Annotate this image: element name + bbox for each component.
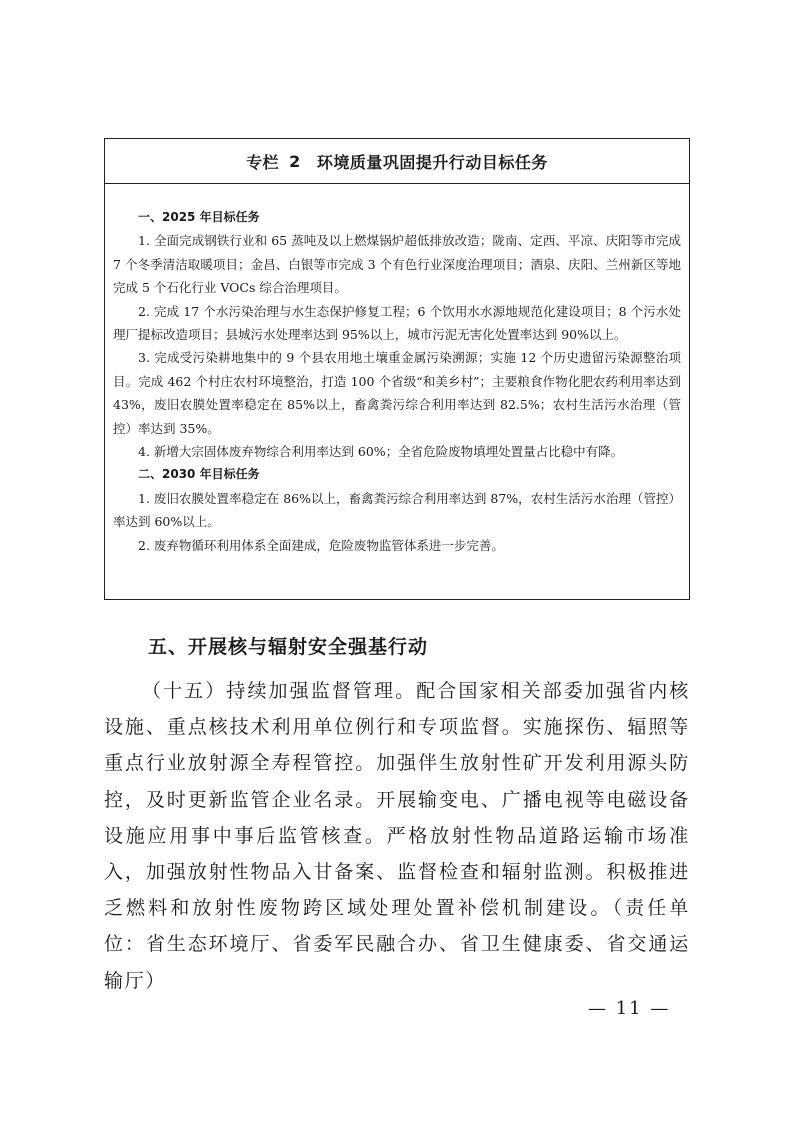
feature-box-title-prefix: 专栏	[246, 152, 280, 172]
section-heading-2030: 二、2030 年目标任务	[138, 467, 260, 482]
feature-box-title-text: 环境质量巩固提升行动目标任务	[316, 152, 548, 172]
page-number: — 11 —	[588, 998, 671, 1019]
list-item: 3. 完成受污染耕地集中的 9 个县农用地土壤重金属污染溯源；实施 12 个历史遗留污染源整治项目。完成 462 个村庄农村环境整治，打造 100 个省级“和美乡村”；主要粮食作物化肥农药利用率达到 43%，废旧农膜处置率稳定在 85%以上，畜禽粪污综合利用率达到 82.5%；农村生活污水治理（管控）率达到 35%。	[113, 350, 681, 436]
section-heading: 五、开展核与辐射安全强基行动	[148, 636, 429, 658]
list-item: 1. 全面完成钢铁行业和 65 蒸吨及以上燃煤锅炉超低排放改造；陇南、定西、平凉、庆阳等市完成 7 个冬季清洁取暖项目；金昌、白银等市完成 3 个有色行业深度治理项目；酒泉、庆阳、兰州新区等地完成 5 个石化行业 VOCs 综合治理项目。	[113, 233, 681, 296]
list-item: 4. 新增大宗固体废弃物综合利用率达到 60%；全省危险废物填埋处置量占比稳中有降。	[138, 444, 624, 460]
list-item: 2. 完成 17 个水污染治理与水生态保护修复工程；6 个饮用水水源地规范化建设项目；8 个污水处理厂提标改造项目；县城污水处理率达到 95%以上，城市污泥无害化处置率达到 90%以上。	[113, 303, 681, 343]
feature-box	[104, 138, 690, 600]
feature-box-body	[105, 184, 689, 557]
section-heading-2025: 一、2025 年目标任务	[138, 210, 260, 224]
list-item: 2. 废弃物循环利用体系全面建成，危险废物监管体系进一步完善。	[138, 537, 504, 553]
list-item: 1. 废旧农膜处置率稳定在 86%以上，畜禽粪污综合利用率达到 87%，农村生活污水治理（管控）率达到 60%以上。	[113, 490, 681, 530]
feature-box-title-number: 2	[289, 151, 301, 171]
feature-box-title	[105, 139, 689, 184]
body-paragraph: （十五）持续加强监督管理。配合国家相关部委加强省内核设施、重点核技术利用单位例行和专项监督。实施探伤、辐照等重点行业放射源全寿程管控。加强伴生放射性矿开发利用源头防控，及时更新监管企业名录。开展输变电、广播电视等电磁设备设施应用事中事后监管核查。严格放射性物品道路运输市场准入，加强放射性物品入甘备案、监督检查和辐射监测。积极推进乏燃料和放射性废物跨区域处理处置补偿机制建设。（责任单位：省生态环境厅、省委军民融合办、省卫生健康委、省交通运输厅）	[104, 680, 690, 992]
